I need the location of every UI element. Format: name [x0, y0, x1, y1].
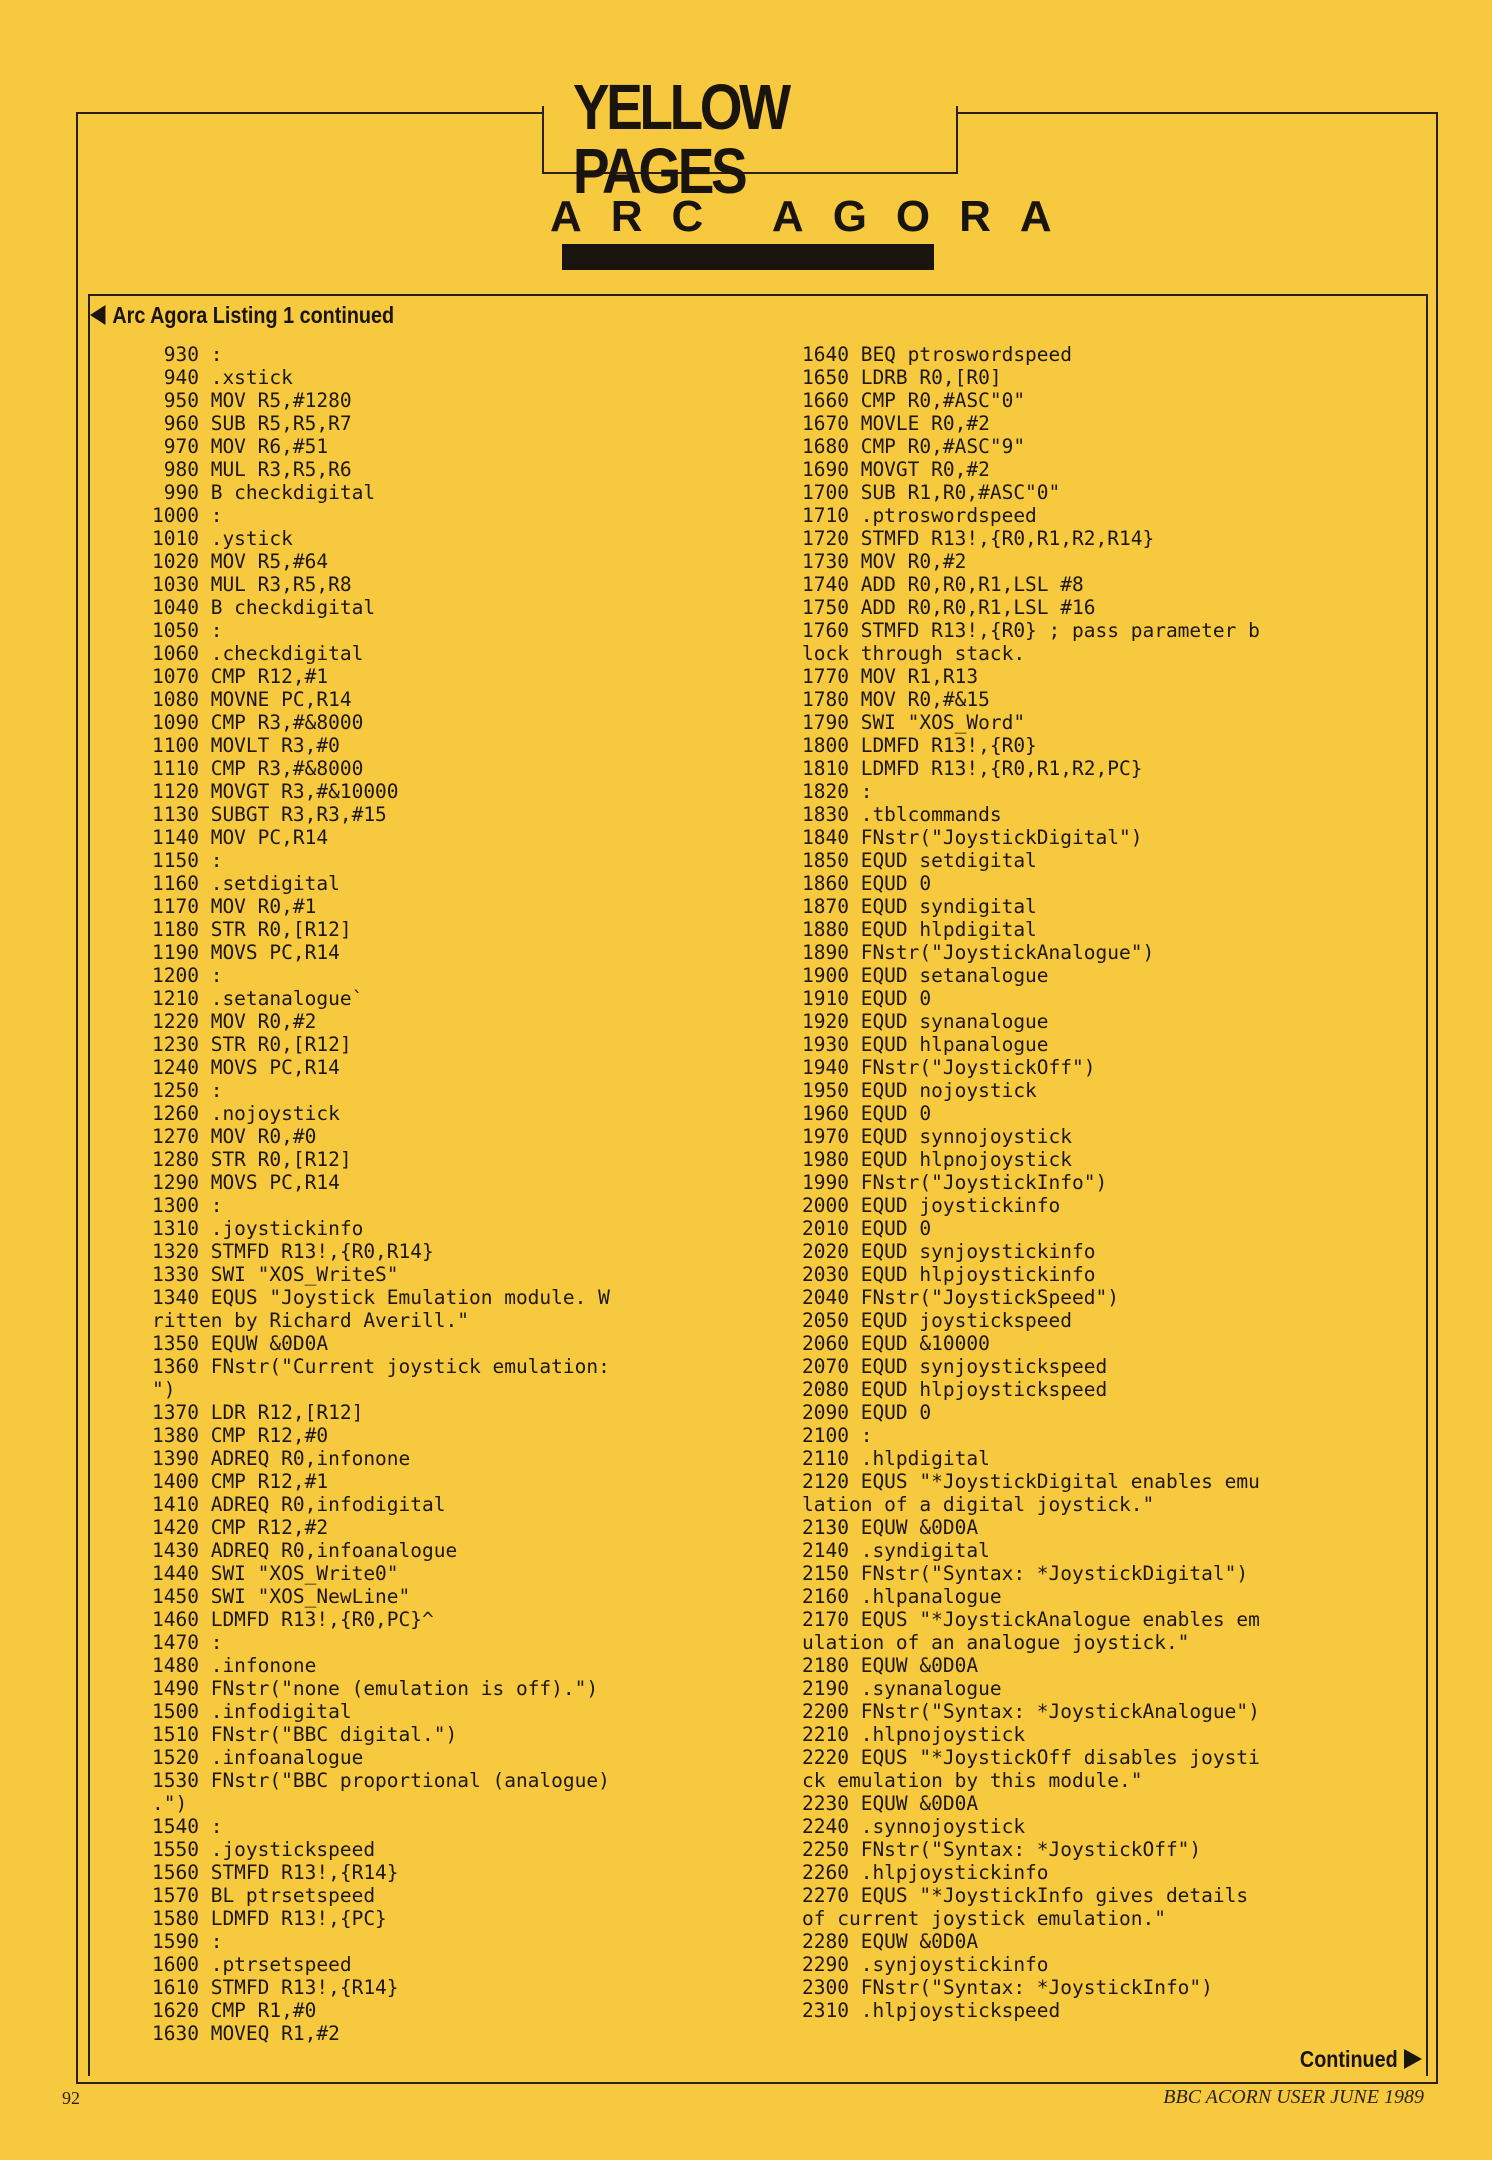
code-line: 1950 EQUD nojoystick	[802, 1079, 1037, 1102]
masthead-title: YELLOW PAGES	[572, 71, 788, 207]
code-line: 1900 EQUD setanalogue	[802, 964, 1049, 987]
code-line: 990 B checkdigital	[152, 481, 376, 504]
code-line: 1990 FNstr("JoystickInfo")	[802, 1171, 1108, 1194]
code-line: .")	[152, 1792, 188, 1815]
code-line: 970 MOV R6,#51	[152, 435, 329, 458]
code-line: 1670 MOVLE R0,#2	[802, 412, 990, 435]
code-line: 1960 EQUD 0	[802, 1102, 932, 1125]
code-line: 1140 MOV PC,R14	[152, 826, 329, 849]
code-line: 1800 LDMFD R13!,{R0}	[802, 734, 1037, 757]
code-line: 1020 MOV R5,#64	[152, 550, 329, 573]
section-title: ARC AGORA	[550, 192, 1081, 241]
code-line: 1740 ADD R0,R0,R1,LSL #8	[802, 573, 1084, 596]
code-line: 1400 CMP R12,#1	[152, 1470, 329, 1493]
code-line: 1460 LDMFD R13!,{R0,PC}^	[152, 1608, 434, 1631]
code-line: 2230 EQUW &0D0A	[802, 1792, 979, 1815]
code-line: 2180 EQUW &0D0A	[802, 1654, 979, 1677]
code-line: 1080 MOVNE PC,R14	[152, 688, 352, 711]
code-line: 1150 :	[152, 849, 223, 872]
code-line: 1620 CMP R1,#0	[152, 1999, 317, 2022]
listing-header	[90, 298, 394, 332]
arrow-left-icon	[90, 305, 105, 325]
code-line: 1890 FNstr("JoystickAnalogue")	[802, 941, 1155, 964]
code-line: 1610 STMFD R13!,{R14}	[152, 1976, 399, 1999]
code-line: 1440 SWI "XOS_Write0"	[152, 1562, 399, 1585]
code-line: 1000 :	[152, 504, 223, 527]
code-line: 2050 EQUD joystickspeed	[802, 1309, 1073, 1332]
code-line: 1700 SUB R1,R0,#ASC"0"	[802, 481, 1061, 504]
code-line: 1560 STMFD R13!,{R14}	[152, 1861, 399, 1884]
code-line: 1370 LDR R12,[R12]	[152, 1401, 364, 1424]
continued-marker	[1284, 2044, 1422, 2074]
code-line: 1210 .setanalogue`	[152, 987, 364, 1010]
code-line: 1490 FNstr("none (emulation is off).")	[152, 1677, 599, 1700]
code-line: 1350 EQUW &0D0A	[152, 1332, 329, 1355]
code-line: 2170 EQUS "*JoystickAnalogue enables em	[802, 1608, 1260, 1631]
code-line: 1680 CMP R0,#ASC"9"	[802, 435, 1026, 458]
code-column-left	[152, 343, 610, 2045]
code-line: 1540 :	[152, 1815, 223, 1838]
code-line: 1450 SWI "XOS_NewLine"	[152, 1585, 411, 1608]
code-line: 1070 CMP R12,#1	[152, 665, 329, 688]
code-line: 1730 MOV R0,#2	[802, 550, 967, 573]
code-line: 1200 :	[152, 964, 223, 987]
code-line: 940 .xstick	[152, 366, 293, 389]
code-line: 1650 LDRB R0,[R0]	[802, 366, 1002, 389]
code-line: 1580 LDMFD R13!,{PC}	[152, 1907, 387, 1930]
code-line: 1470 :	[152, 1631, 223, 1654]
code-line: 1710 .ptroswordspeed	[802, 504, 1037, 527]
code-line: 1170 MOV R0,#1	[152, 895, 317, 918]
code-line: 1220 MOV R0,#2	[152, 1010, 317, 1033]
code-line: 2290 .synjoystickinfo	[802, 1953, 1049, 1976]
code-line: 1850 EQUD setdigital	[802, 849, 1037, 872]
code-line: 1120 MOVGT R3,#&10000	[152, 780, 399, 803]
code-line: 1830 .tblcommands	[802, 803, 1002, 826]
code-line: 960 SUB R5,R5,R7	[152, 412, 352, 435]
code-line: 1010 .ystick	[152, 527, 293, 550]
code-line: 950 MOV R5,#1280	[152, 389, 352, 412]
code-line: 1410 ADREQ R0,infodigital	[152, 1493, 446, 1516]
code-line: 1230 STR R0,[R12]	[152, 1033, 352, 1056]
code-line: 2130 EQUW &0D0A	[802, 1516, 979, 1539]
code-line: 1090 CMP R3,#&8000	[152, 711, 364, 734]
code-line: 1880 EQUD hlpdigital	[802, 918, 1037, 941]
code-line: 2220 EQUS "*JoystickOff disables joysti	[802, 1746, 1260, 1769]
code-line: 1660 CMP R0,#ASC"0"	[802, 389, 1026, 412]
code-line: 1810 LDMFD R13!,{R0,R1,R2,PC}	[802, 757, 1143, 780]
code-line: 1920 EQUD synanalogue	[802, 1010, 1049, 1033]
code-line: 2120 EQUS "*JoystickDigital enables emu	[802, 1470, 1260, 1493]
code-line: 1270 MOV R0,#0	[152, 1125, 317, 1148]
code-line: 1750 ADD R0,R0,R1,LSL #16	[802, 596, 1096, 619]
code-line: 2240 .synnojoystick	[802, 1815, 1026, 1838]
code-line: 2070 EQUD synjoystickspeed	[802, 1355, 1108, 1378]
publication-footer: BBC ACORN USER JUNE 1989	[1163, 2086, 1424, 2108]
code-line: 2080 EQUD hlpjoystickspeed	[802, 1378, 1108, 1401]
code-line: 1380 CMP R12,#0	[152, 1424, 329, 1447]
listing-header-text: Arc Agora Listing 1 continued	[112, 302, 395, 328]
code-line: 1570 BL ptrsetspeed	[152, 1884, 376, 1907]
code-line: 1260 .nojoystick	[152, 1102, 340, 1125]
code-line: 1430 ADREQ R0,infoanalogue	[152, 1539, 458, 1562]
code-line: 2140 .syndigital	[802, 1539, 990, 1562]
code-line: 1790 SWI "XOS_Word"	[802, 711, 1026, 734]
code-line: 1760 STMFD R13!,{R0} ; pass parameter b	[802, 619, 1260, 642]
code-line: 1520 .infoanalogue	[152, 1746, 364, 1769]
code-line: 1060 .checkdigital	[152, 642, 364, 665]
code-line: 1320 STMFD R13!,{R0,R14}	[152, 1240, 434, 1263]
code-line: 2020 EQUD synjoystickinfo	[802, 1240, 1096, 1263]
code-line: 1100 MOVLT R3,#0	[152, 734, 340, 757]
code-column-right	[802, 343, 1260, 2022]
code-line: 1190 MOVS PC,R14	[152, 941, 340, 964]
page-number: 92	[62, 2088, 80, 2108]
continued-label: Continued	[1299, 2046, 1398, 2072]
code-line: 2060 EQUD &10000	[802, 1332, 990, 1355]
code-line: 1970 EQUD synnojoystick	[802, 1125, 1073, 1148]
code-line: 1630 MOVEQ R1,#2	[152, 2022, 340, 2045]
code-line: 2270 EQUS "*JoystickInfo gives details	[802, 1884, 1249, 1907]
code-line: 2190 .synanalogue	[802, 1677, 1002, 1700]
code-line: 1390 ADREQ R0,infonone	[152, 1447, 411, 1470]
code-line: 1940 FNstr("JoystickOff")	[802, 1056, 1096, 1079]
code-line: 930 :	[152, 343, 223, 366]
code-line: 1300 :	[152, 1194, 223, 1217]
code-line: 980 MUL R3,R5,R6	[152, 458, 352, 481]
code-line: 1590 :	[152, 1930, 223, 1953]
code-line: 1180 STR R0,[R12]	[152, 918, 352, 941]
code-line: 1840 FNstr("JoystickDigital")	[802, 826, 1143, 849]
code-line: 1040 B checkdigital	[152, 596, 376, 619]
code-line: 1330 SWI "XOS_WriteS"	[152, 1263, 399, 1286]
code-line: 1500 .infodigital	[152, 1700, 352, 1723]
code-line: 1250 :	[152, 1079, 223, 1102]
code-line: 1420 CMP R12,#2	[152, 1516, 329, 1539]
code-line: 1780 MOV R0,#&15	[802, 688, 990, 711]
code-line: 1050 :	[152, 619, 223, 642]
code-line: 2160 .hlpanalogue	[802, 1585, 1002, 1608]
section-bar	[562, 244, 934, 270]
code-line: 1690 MOVGT R0,#2	[802, 458, 990, 481]
code-line: 2210 .hlpnojoystick	[802, 1723, 1026, 1746]
code-line: ulation of an analogue joystick."	[802, 1631, 1190, 1654]
code-line: 1930 EQUD hlpanalogue	[802, 1033, 1049, 1056]
code-line: 1870 EQUD syndigital	[802, 895, 1037, 918]
masthead	[542, 71, 958, 207]
code-line: 2150 FNstr("Syntax: *JoystickDigital")	[802, 1562, 1249, 1585]
code-line: 2030 EQUD hlpjoystickinfo	[802, 1263, 1096, 1286]
code-line: 1340 EQUS "Joystick Emulation module. W	[152, 1286, 610, 1309]
code-line: 2110 .hlpdigital	[802, 1447, 990, 1470]
code-line: 2000 EQUD joystickinfo	[802, 1194, 1061, 1217]
code-line: 2100 :	[802, 1424, 873, 1447]
code-line: 2310 .hlpjoystickspeed	[802, 1999, 1061, 2022]
arrow-right-icon	[1404, 2049, 1422, 2069]
code-line: lation of a digital joystick."	[802, 1493, 1155, 1516]
code-line: 2280 EQUW &0D0A	[802, 1930, 979, 1953]
code-line: 2250 FNstr("Syntax: *JoystickOff")	[802, 1838, 1202, 1861]
code-line: 2040 FNstr("JoystickSpeed")	[802, 1286, 1119, 1309]
code-line: 1770 MOV R1,R13	[802, 665, 979, 688]
code-line: 1980 EQUD hlpnojoystick	[802, 1148, 1073, 1171]
code-line: 1860 EQUD 0	[802, 872, 932, 895]
code-line: 2010 EQUD 0	[802, 1217, 932, 1240]
code-line: 1510 FNstr("BBC digital.")	[152, 1723, 458, 1746]
code-line: 1910 EQUD 0	[802, 987, 932, 1010]
code-line: 1480 .infonone	[152, 1654, 317, 1677]
code-line: ck emulation by this module."	[802, 1769, 1143, 1792]
code-line: of current joystick emulation."	[802, 1907, 1166, 1930]
code-line: 2200 FNstr("Syntax: *JoystickAnalogue")	[802, 1700, 1260, 1723]
code-line: 1530 FNstr("BBC proportional (analogue)	[152, 1769, 610, 1792]
code-line: 1280 STR R0,[R12]	[152, 1148, 352, 1171]
code-line: 1030 MUL R3,R5,R8	[152, 573, 352, 596]
code-line: 1360 FNstr("Current joystick emulation:	[152, 1355, 610, 1378]
code-line: 2300 FNstr("Syntax: *JoystickInfo")	[802, 1976, 1213, 1999]
code-line: 1820 :	[802, 780, 873, 803]
code-line: 1160 .setdigital	[152, 872, 340, 895]
code-line: ")	[152, 1378, 176, 1401]
code-line: 1130 SUBGT R3,R3,#15	[152, 803, 387, 826]
code-line: 1110 CMP R3,#&8000	[152, 757, 364, 780]
code-line: 2090 EQUD 0	[802, 1401, 932, 1424]
code-line: 1640 BEQ ptroswordspeed	[802, 343, 1073, 366]
code-line: 1310 .joystickinfo	[152, 1217, 364, 1240]
code-line: 1600 .ptrsetspeed	[152, 1953, 352, 1976]
code-line: 1720 STMFD R13!,{R0,R1,R2,R14}	[802, 527, 1155, 550]
code-line: 1240 MOVS PC,R14	[152, 1056, 340, 1079]
code-line: 1290 MOVS PC,R14	[152, 1171, 340, 1194]
code-line: 1550 .joystickspeed	[152, 1838, 376, 1861]
code-line: 2260 .hlpjoystickinfo	[802, 1861, 1049, 1884]
code-line: lock through stack.	[802, 642, 1026, 665]
code-line: ritten by Richard Averill."	[152, 1309, 469, 1332]
